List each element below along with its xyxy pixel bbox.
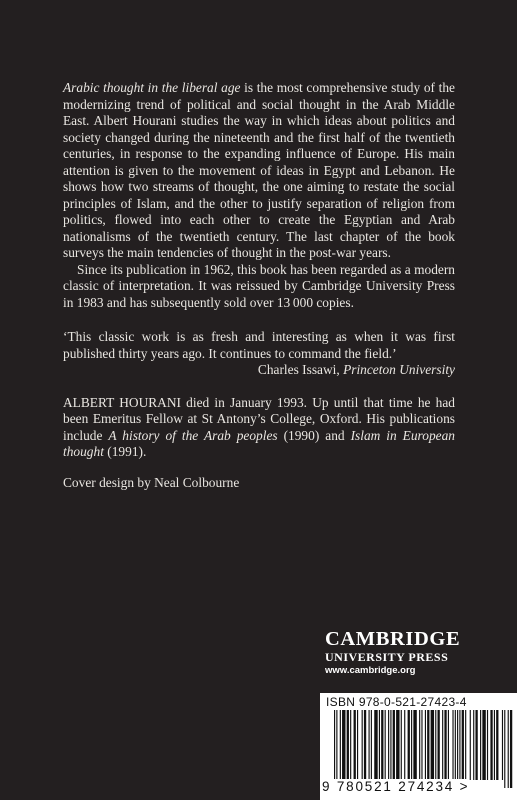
- barcode-bar: [369, 710, 370, 780]
- publisher-name: CAMBRIDGE: [325, 628, 461, 650]
- barcode-bar: [340, 710, 341, 780]
- barcode-bar: [413, 710, 416, 780]
- barcode-bar: [350, 710, 351, 780]
- barcode-icon: [334, 710, 514, 788]
- barcode-bar: [508, 710, 509, 788]
- barcode-bar: [425, 710, 426, 780]
- barcode-bar: [362, 710, 363, 780]
- barcode-bar: [462, 710, 464, 780]
- barcode-bar: [334, 710, 335, 788]
- bio-text-3: (1991).: [103, 444, 147, 459]
- barcode-bar: [336, 710, 337, 788]
- description-text: is the most comprehensive study of the modernizing trend of political and social thought in the Arab Middle East. Albert Hourani studies the way in which ideas about politics and society changed during the nineteenth and the first half of the twentieth centuries, in response to the expanding influence of Europe. His main attention is given to the movement of ideas in Egypt and Lebanon. He shows how two streams of thought, the one aiming to restate the social principles of Islam, and the other to justify separation of religion from politics, flowed into each other to create the Egyptian and Arab nationalisms of the twentieth century. The last chapter of the book surveys the main tendencies of thought in the post-war years.: [63, 80, 455, 260]
- barcode-bar: [364, 710, 366, 780]
- description-paragraph-1: [63, 80, 455, 262]
- barcode-bar: [421, 710, 422, 780]
- barcode-bar: [510, 710, 512, 788]
- barcode-bar: [473, 710, 474, 780]
- barcode-bar: [390, 710, 391, 780]
- barcode-bar: [354, 710, 356, 780]
- quote-affiliation: Princeton University: [343, 362, 455, 377]
- barcode-bar: [342, 710, 345, 780]
- barcode-bar: [494, 710, 495, 780]
- barcode-bar: [404, 710, 405, 780]
- publisher-logo: [325, 628, 517, 678]
- barcode-bar: [381, 710, 383, 780]
- barcode-bar: [396, 710, 399, 788]
- publisher-subtitle: UNIVERSITY PRESS: [325, 650, 449, 664]
- barcode-bar: [444, 710, 446, 780]
- barcode-bar: [411, 710, 412, 780]
- barcode-bar: [393, 710, 395, 788]
- barcode-bar: [470, 710, 471, 780]
- back-cover-text: [63, 80, 455, 491]
- barcode-bar: [502, 710, 503, 780]
- cover-credit: Cover design by Neal Colbourne: [63, 474, 240, 490]
- barcode-bar: [419, 710, 420, 780]
- barcode-bar: [374, 710, 377, 780]
- barcode-bar: [435, 710, 436, 780]
- barcode-bar: [347, 710, 349, 780]
- quote-author: Charles Issawi,: [257, 362, 344, 377]
- barcode-digits: 9 780521 274234 >: [322, 779, 470, 794]
- description-paragraph-2: Since its publication in 1962, this book has been regarded as a modern classic of interpretation. It was reissued by Cambridge University Press in 1983 and has subsequently sold over 13 000 copies.: [63, 261, 455, 310]
- barcode-bar: [480, 710, 481, 780]
- barcode-bar: [408, 710, 410, 780]
- barcode-bar: [475, 710, 477, 780]
- bio-book-2: Islam in European thought: [63, 427, 455, 459]
- barcode-bar: [379, 710, 380, 780]
- author-bio: [63, 395, 455, 461]
- review-quote: ‘This classic work is as fresh and interesting as when it was first published thirty years ago. It continues to command the field.’: [63, 329, 455, 361]
- bio-text-2: (1990) and: [277, 427, 351, 443]
- barcode-bar: [504, 710, 505, 788]
- quote-attribution: [63, 362, 455, 379]
- barcode-bar: [496, 710, 498, 780]
- barcode-bar: [455, 710, 456, 780]
- bio-text: ALBERT HOURANI died in January 1993. Up until that time he had been Emeritus Fellow at St Antony’s College, Oxford. His publications include: [63, 394, 455, 443]
- bio-book-1: A history of the Arab peoples: [108, 427, 278, 443]
- barcode-bar: [371, 710, 372, 780]
- barcode-bar: [438, 710, 440, 780]
- barcode-bar: [465, 710, 466, 780]
- barcode-bar: [482, 710, 485, 780]
- barcode-bar: [490, 710, 492, 780]
- book-title: Arabic thought in the liberal age: [63, 80, 241, 95]
- barcode-area: [320, 693, 517, 800]
- barcode-bar: [401, 710, 402, 780]
- isbn-label: ISBN 978-0-521-27423-4: [326, 695, 467, 709]
- barcode-bar: [457, 710, 458, 780]
- barcode-bar: [385, 710, 386, 780]
- barcode-bar: [357, 710, 358, 780]
- barcode-bar: [448, 710, 449, 780]
- barcode-bar: [388, 710, 389, 780]
- barcode-bar: [487, 710, 488, 780]
- barcode-bar: [442, 710, 443, 780]
- barcode-bar: [459, 710, 460, 780]
- publisher-url: www.cambridge.org: [325, 665, 416, 676]
- barcode-bar: [431, 710, 434, 780]
- barcode-bar: [452, 710, 453, 780]
- barcode-bar: [427, 710, 429, 780]
